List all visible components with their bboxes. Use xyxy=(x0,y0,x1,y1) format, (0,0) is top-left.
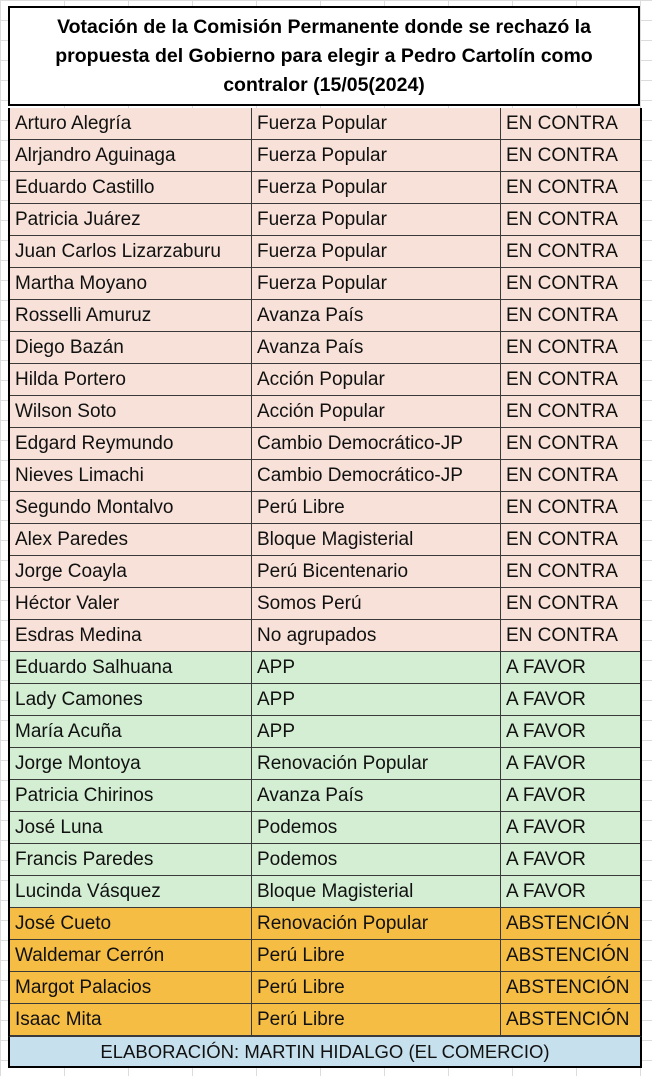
vote-cell: EN CONTRA xyxy=(506,464,618,486)
party-cell: No agrupados xyxy=(252,620,501,651)
party-cell: APP xyxy=(252,652,501,683)
legislator-name-cell: Nieves Limachi xyxy=(10,460,252,491)
legislator-name-cell: Edgard Reymundo xyxy=(10,428,252,459)
vote-row xyxy=(10,876,640,908)
vote-row xyxy=(10,780,640,812)
legislator-name-cell: Francis Paredes xyxy=(10,844,252,875)
vote-row xyxy=(10,204,640,236)
vote-cell: EN CONTRA xyxy=(506,176,618,198)
vote-cell: EN CONTRA xyxy=(506,432,618,454)
vote-row xyxy=(10,364,640,396)
legislator-name-cell: Wilson Soto xyxy=(10,396,252,427)
party-cell: Perú Libre xyxy=(252,972,501,1003)
vote-cell: EN CONTRA xyxy=(506,528,618,550)
legislator-name-cell: Lady Camones xyxy=(10,684,252,715)
vote-row xyxy=(10,140,640,172)
legislator-name-cell: José Luna xyxy=(10,812,252,843)
vote-row xyxy=(10,236,640,268)
vote-cell: EN CONTRA xyxy=(506,208,618,230)
party-cell: Podemos xyxy=(252,812,501,843)
vote-cell: EN CONTRA xyxy=(506,112,618,134)
vote-cell: EN CONTRA xyxy=(506,496,618,518)
party-cell: Cambio Democrático-JP xyxy=(252,460,501,491)
legislator-name-cell: Martha Moyano xyxy=(10,268,252,299)
party-cell: Renovación Popular xyxy=(252,748,501,779)
legislator-name-cell: Diego Bazán xyxy=(10,332,252,363)
party-cell: Perú Bicentenario xyxy=(252,556,501,587)
legislator-name-cell: Arturo Alegría xyxy=(10,108,252,139)
vote-cell: EN CONTRA xyxy=(506,272,618,294)
table-title: Votación de la Comisión Permanente donde se rechazó la propuesta del Gobierno para elegir a Pedro Cartolín como contralor (15/05(2024) xyxy=(8,6,640,106)
party-cell: Avanza País xyxy=(252,332,501,363)
party-cell: Cambio Democrático-JP xyxy=(252,428,501,459)
party-cell: Somos Perú xyxy=(252,588,501,619)
legislator-name-cell: Héctor Valer xyxy=(10,588,252,619)
party-cell: Fuerza Popular xyxy=(252,236,501,267)
legislator-name-cell: Jorge Coayla xyxy=(10,556,252,587)
party-cell: Fuerza Popular xyxy=(252,108,501,139)
legislator-name-cell: María Acuña xyxy=(10,716,252,747)
vote-row xyxy=(10,428,640,460)
vote-row xyxy=(10,556,640,588)
vote-row xyxy=(10,332,640,364)
vote-cell: A FAVOR xyxy=(506,848,586,870)
vote-cell: ABSTENCIÓN xyxy=(506,912,630,934)
legislator-name-cell: Eduardo Castillo xyxy=(10,172,252,203)
legislator-name-cell: Waldemar Cerrón xyxy=(10,940,252,971)
vote-row xyxy=(10,108,640,140)
vote-row xyxy=(10,620,640,652)
vote-row xyxy=(10,972,640,1004)
vote-cell: EN CONTRA xyxy=(506,560,618,582)
party-cell: Fuerza Popular xyxy=(252,268,501,299)
vote-row xyxy=(10,1004,640,1036)
vote-cell: ABSTENCIÓN xyxy=(506,944,630,966)
legislator-name-cell: Lucinda Vásquez xyxy=(10,876,252,907)
legislator-name-cell: Alex Paredes xyxy=(10,524,252,555)
vote-cell: EN CONTRA xyxy=(506,368,618,390)
vote-cell: EN CONTRA xyxy=(506,400,618,422)
vote-row xyxy=(10,396,640,428)
party-cell: Bloque Magisterial xyxy=(252,876,501,907)
vote-row xyxy=(10,492,640,524)
vote-row xyxy=(10,716,640,748)
vote-row xyxy=(10,940,640,972)
vote-row xyxy=(10,748,640,780)
vote-cell: EN CONTRA xyxy=(506,624,618,646)
vote-cell: EN CONTRA xyxy=(506,336,618,358)
vote-cell: EN CONTRA xyxy=(506,144,618,166)
legislator-name-cell: Eduardo Salhuana xyxy=(10,652,252,683)
party-cell: APP xyxy=(252,684,501,715)
vote-cell: A FAVOR xyxy=(506,688,586,710)
vote-cell: A FAVOR xyxy=(506,880,586,902)
vote-table xyxy=(8,108,642,1036)
legislator-name-cell: Esdras Medina xyxy=(10,620,252,651)
legislator-name-cell: Patricia Chirinos xyxy=(10,780,252,811)
vote-row xyxy=(10,524,640,556)
legislator-name-cell: Margot Palacios xyxy=(10,972,252,1003)
legislator-name-cell: Rosselli Amuruz xyxy=(10,300,252,331)
vote-row xyxy=(10,172,640,204)
legislator-name-cell: Jorge Montoya xyxy=(10,748,252,779)
party-cell: Acción Popular xyxy=(252,396,501,427)
party-cell: Fuerza Popular xyxy=(252,204,501,235)
vote-cell: A FAVOR xyxy=(506,656,586,678)
party-cell: Bloque Magisterial xyxy=(252,524,501,555)
legislator-name-cell: Segundo Montalvo xyxy=(10,492,252,523)
legislator-name-cell: Juan Carlos Lizarzaburu xyxy=(10,236,252,267)
party-cell: Perú Libre xyxy=(252,492,501,523)
vote-row xyxy=(10,812,640,844)
legislator-name-cell: Alrjandro Aguinaga xyxy=(10,140,252,171)
credit-footer: ELABORACIÓN: MARTIN HIDALGO (EL COMERCIO) xyxy=(8,1036,642,1068)
party-cell: Renovación Popular xyxy=(252,908,501,939)
vote-row xyxy=(10,268,640,300)
party-cell: Perú Libre xyxy=(252,940,501,971)
vote-cell: A FAVOR xyxy=(506,752,586,774)
party-cell: Acción Popular xyxy=(252,364,501,395)
party-cell: Perú Libre xyxy=(252,1004,501,1035)
vote-row xyxy=(10,908,640,940)
vote-row xyxy=(10,652,640,684)
legislator-name-cell: José Cueto xyxy=(10,908,252,939)
vote-cell: A FAVOR xyxy=(506,720,586,742)
vote-cell: EN CONTRA xyxy=(506,304,618,326)
party-cell: APP xyxy=(252,716,501,747)
party-cell: Fuerza Popular xyxy=(252,140,501,171)
legislator-name-cell: Patricia Juárez xyxy=(10,204,252,235)
party-cell: Fuerza Popular xyxy=(252,172,501,203)
vote-cell: EN CONTRA xyxy=(506,592,618,614)
party-cell: Podemos xyxy=(252,844,501,875)
vote-row xyxy=(10,460,640,492)
party-cell: Avanza País xyxy=(252,780,501,811)
legislator-name-cell: Isaac Mita xyxy=(10,1004,252,1035)
vote-row xyxy=(10,588,640,620)
vote-row xyxy=(10,844,640,876)
vote-cell: ABSTENCIÓN xyxy=(506,1008,630,1030)
vote-row xyxy=(10,300,640,332)
vote-row xyxy=(10,684,640,716)
vote-cell: EN CONTRA xyxy=(506,240,618,262)
party-cell: Avanza País xyxy=(252,300,501,331)
vote-cell: A FAVOR xyxy=(506,784,586,806)
vote-cell: ABSTENCIÓN xyxy=(506,976,630,998)
vote-cell: A FAVOR xyxy=(506,816,586,838)
legislator-name-cell: Hilda Portero xyxy=(10,364,252,395)
